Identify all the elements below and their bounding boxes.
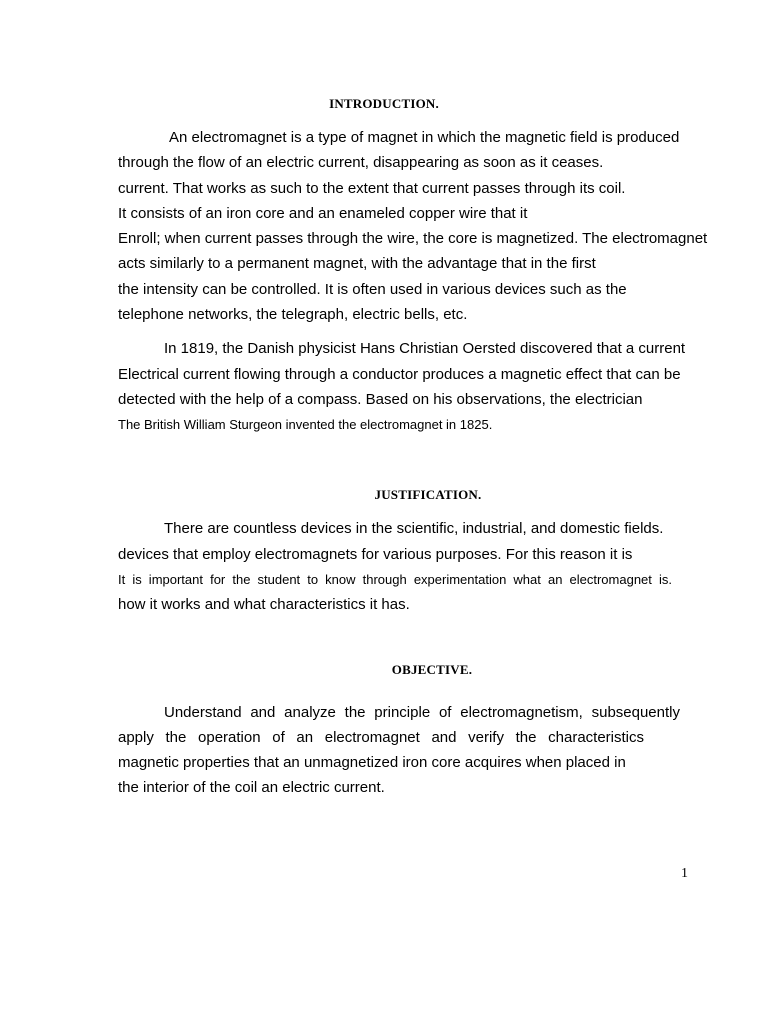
paragraph-line: Electrical current flowing through a conductor produces a magnetic effect that can be — [118, 366, 681, 383]
paragraph-line: It is important for the student to know through experimentation what an electromagnet is. — [118, 572, 672, 587]
paragraph-line: It consists of an iron core and an enameled copper wire that it — [118, 205, 528, 222]
paragraph-line: apply the operation of an electromagnet and verify the characteristics — [118, 729, 644, 746]
paragraph-line: acts similarly to a permanent magnet, with the advantage that in the first — [118, 255, 596, 272]
justification-heading: JUSTIFICATION. — [374, 487, 482, 502]
paragraph-line: Enroll; when current passes through the wire, the core is magnetized. The electromagnet — [118, 230, 708, 247]
paragraph-line: devices that employ electromagnets for various purposes. For this reason it is — [118, 546, 633, 563]
paragraph-line: through the flow of an electric current, disappearing as soon as it ceases. — [118, 154, 604, 171]
paragraph-line: In 1819, the Danish physicist Hans Christian Oersted discovered that a current — [164, 340, 686, 357]
paragraph-line: An electromagnet is a type of magnet in which the magnetic field is produced — [169, 129, 680, 146]
paragraph-line: detected with the help of a compass. Based on his observations, the electrician — [118, 391, 643, 408]
introduction-heading: INTRODUCTION. — [329, 96, 439, 111]
paragraph-line: There are countless devices in the scientific, industrial, and domestic fields. — [164, 520, 664, 537]
paragraph-line: The British William Sturgeon invented the electromagnet in 1825. — [118, 417, 493, 432]
paragraph-line: telephone networks, the telegraph, electric bells, etc. — [118, 306, 468, 323]
paragraph-line: magnetic properties that an unmagnetized iron core acquires when placed in — [118, 754, 626, 771]
paragraph-line: Understand and analyze the principle of electromagnetism, subsequently — [164, 704, 680, 721]
page-number: 1 — [681, 866, 688, 881]
paragraph-line: current. That works as such to the extent that current passes through its coil. — [118, 180, 626, 197]
paragraph-line: the intensity can be controlled. It is often used in various devices such as the — [118, 281, 627, 298]
paragraph-line: the interior of the coil an electric current. — [118, 779, 385, 796]
objective-heading: OBJECTIVE. — [391, 662, 473, 677]
paragraph-line: how it works and what characteristics it has. — [118, 596, 410, 613]
